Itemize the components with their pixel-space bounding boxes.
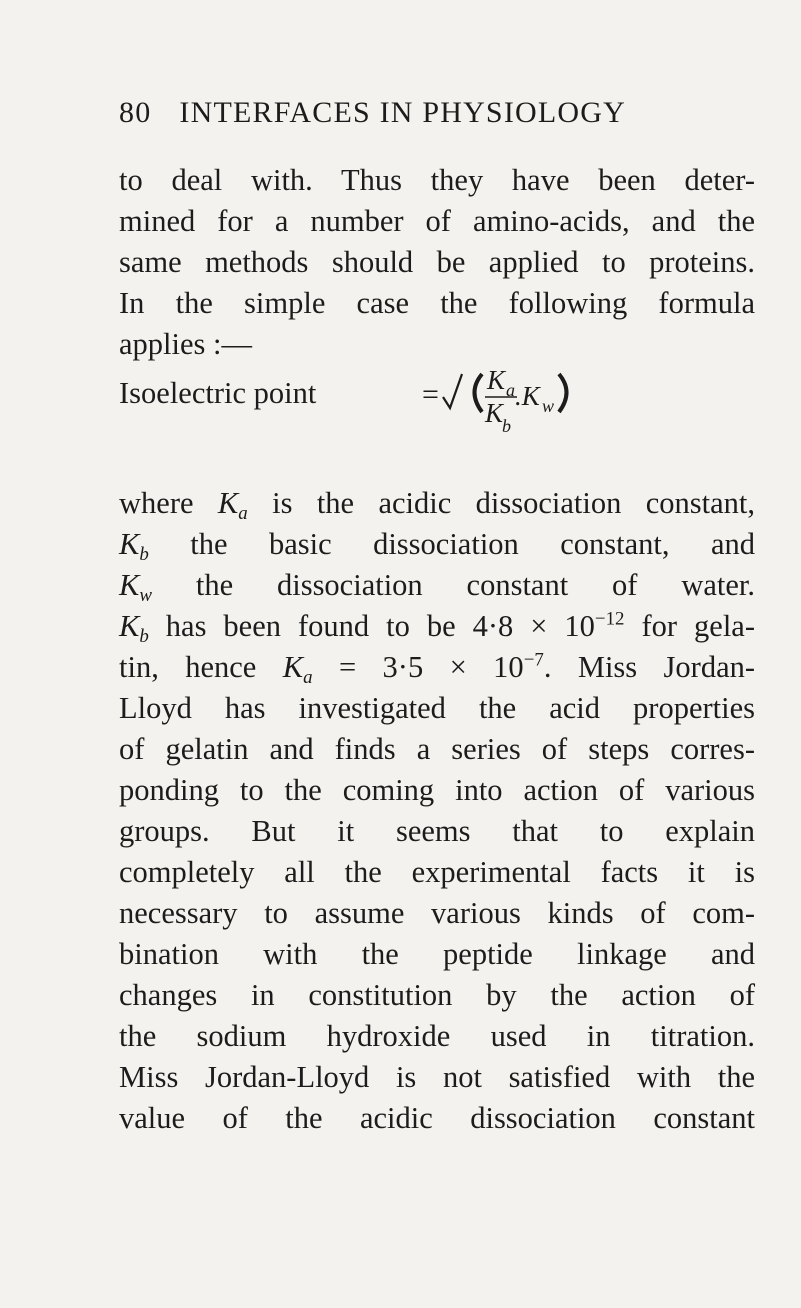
text-line: $K_w$ the dissociation constant of water. (119, 568, 755, 607)
text-line: groups. But it seems that to explain (119, 814, 755, 848)
isoelectric-formula (119, 365, 719, 458)
text-line: tin, hence $K_a = 3\cdot 5 \times 10^{-7}$. Miss Jordan- (119, 649, 756, 689)
text-line: ponding to the coming into action of various (119, 773, 755, 807)
denominator-k: K (485, 398, 504, 428)
text-line: same methods should be applied to proteins. (119, 245, 755, 279)
formula-math (119, 365, 719, 458)
text-line: $K_b$ has been found to be $4\cdot 8 \times 10^{-12}$ for gela- (119, 608, 755, 648)
text-line: bination with the peptide linkage and (119, 937, 755, 971)
text-line: to deal with. Thus they have been deter- (119, 163, 755, 197)
text-line: of gelatin and finds a series of steps corres- (119, 732, 755, 766)
text-line: Miss Jordan-Lloyd is not satisfied with the (119, 1060, 755, 1094)
text-line: the sodium hydroxide used in titration. (119, 1019, 755, 1053)
page-number: 80 (119, 96, 152, 129)
text-line: mined for a number of amino-acids, and the (119, 204, 755, 238)
multiplier-k: .K (515, 381, 540, 411)
text-line: where $K_a$ is the acidic dissociation constant, (119, 486, 756, 525)
text-line: value of the acidic dissociation constant (119, 1101, 755, 1135)
numerator-sub: a (506, 380, 515, 400)
right-bracket (559, 374, 567, 412)
text-line: completely all the experimental facts it is (119, 855, 755, 889)
running-title: INTERFACES IN PHYSIOLOGY (179, 96, 626, 129)
text-line: necessary to assume various kinds of com- (119, 896, 755, 930)
square-root-sign (443, 374, 462, 408)
denominator-sub: b (502, 416, 511, 436)
text-line: applies :— (119, 327, 252, 361)
text-line: In the simple case the following formula (119, 286, 755, 320)
text-line: $K_b$ the basic dissociation constant, and (119, 527, 755, 566)
text-line: changes in constitution by the action of (119, 978, 755, 1012)
left-bracket (475, 374, 483, 412)
formula-label: Isoelectric point (119, 376, 317, 410)
multiplier-sub: w (542, 396, 555, 416)
numerator-k: K (487, 365, 506, 395)
text-line: Lloyd has investigated the acid properties (119, 691, 755, 725)
equals-sign: = (422, 378, 439, 411)
page-header (119, 96, 626, 130)
